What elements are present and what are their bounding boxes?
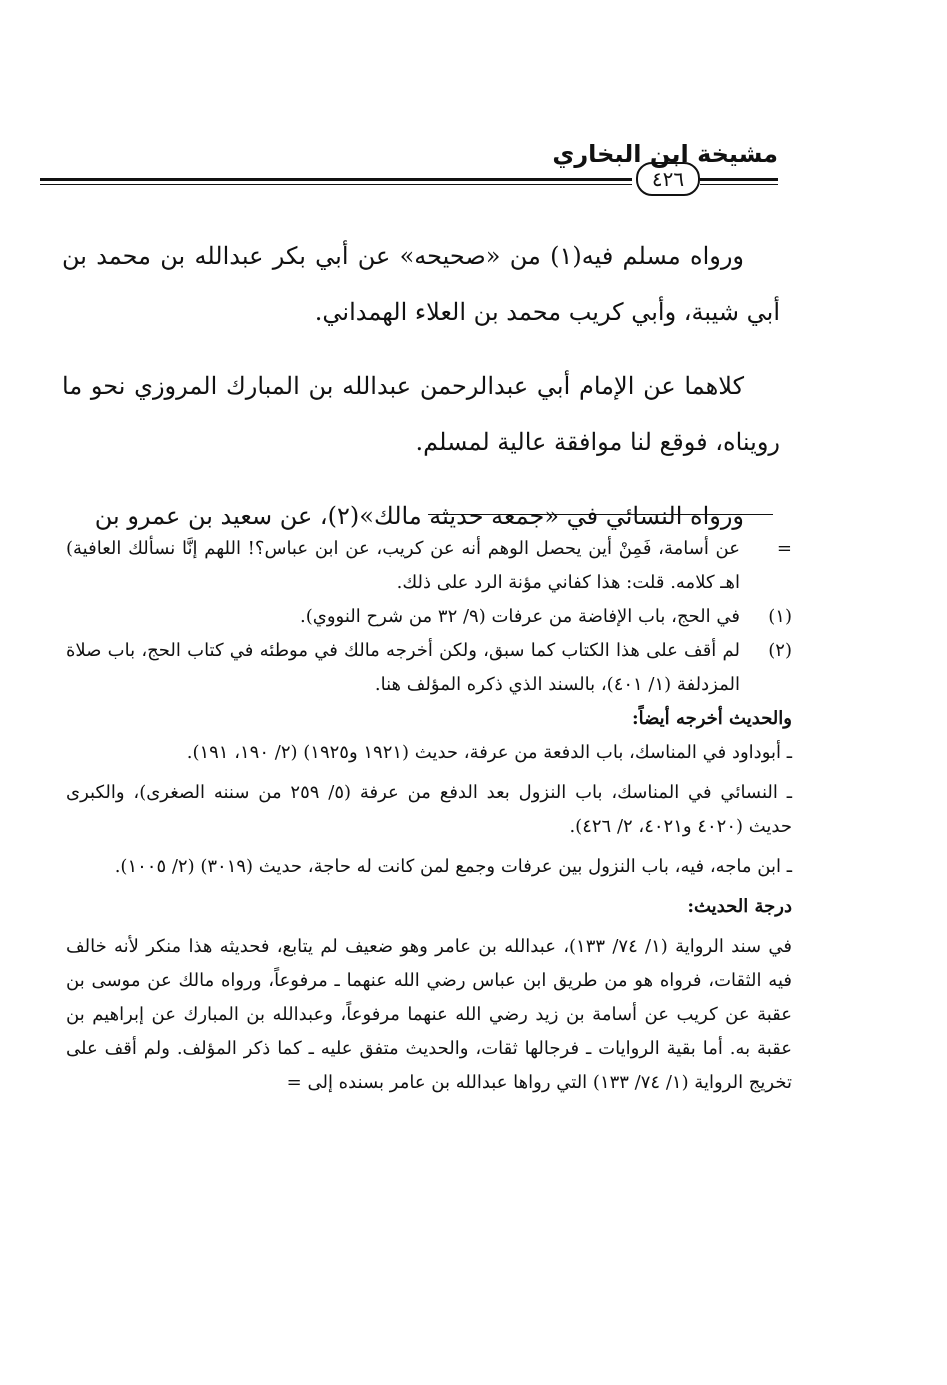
takhrij-abudawud: ـ أبوداود في المناسك، باب الدفعة من عرفة، حديث (١٩٢١ و١٩٢٥) (٢/ ١٩٠، ١٩١). [186, 742, 792, 763]
paragraph-muslim: ورواه مسلم فيه(١) من «صحيحه» عن أبي بكر عبدالله بن محمد بن أبي شيبة، وأبي كريب محمد بن العلاء الهمداني. [62, 242, 780, 326]
book-title: مشيخة ابن البخاري [552, 140, 778, 168]
footnote-2-marker: (٢) [768, 640, 792, 661]
header-rule-left [40, 178, 632, 181]
paragraph-nasai: ورواه النسائي في «جمعه حديثه مالك»(٢)، عن سعيد بن عمرو بن [94, 502, 744, 530]
page-number: ٤٢٦ [636, 162, 700, 196]
takhrij-ibnmajah: ـ ابن ماجه، فيه، باب النزول بين عرفات وجمع لمن كانت له حاجة، حديث (٣٠١٩) (٢/ ١٠٠٥). [114, 856, 792, 877]
continuation-marker: = [776, 538, 792, 559]
footnote-1 [66, 600, 792, 634]
grade-text: في سند الرواية (١/ ٧٤/ ١٣٣)، عبدالله بن عامر وهو ضعيف لم يتابع، فحديثه هذا منكر لأنه خالف فيه الثقات، فرواه هو من طريق ابن عباس رضي الله عنهما ـ مرفوعاً، ورواه مالك عن موسى بن عقبة عن كريب عن أسامة بن زيد رضي الله عنهما مرفوعاً، وعبدالله بن المبارك عن إبراهيم بن عقبة به. أما بقية الروايات ـ فرجالها ثقات، والحديث متفق عليه ـ كما ذكر المؤلف. ولم أقف على تخريج الرواية (١/ ٧٤/ ١٣٣) التي رواها عبدالله بن عامر بسنده إلى = [66, 936, 793, 1093]
main-text [62, 228, 780, 544]
footnote-2 [66, 634, 792, 702]
takhrij-nasai: ـ النسائي في المناسك، باب النزول بعد الدفع من عرفة (٥/ ٢٥٩ من سننه الصغرى)، والكبرى حديث (٤٠٢٠ و٤٠٢١، ٢/ ٤٢٦). [66, 782, 792, 837]
footnote-continuation [66, 532, 792, 600]
footnote-separator [428, 514, 773, 515]
grade-heading: درجة الحديث: [687, 896, 792, 917]
paragraph-both: كلاهما عن الإمام أبي عبدالرحمن عبدالله بن المبارك المروزي نحو ما رويناه، فوقع لنا موافقة عالية لمسلم. [62, 372, 780, 456]
footnote-1-text: في الحج، باب الإفاضة من عرفات (٩/ ٣٢ من شرح النووي). [300, 606, 740, 627]
footnote-1-marker: (١) [768, 606, 792, 627]
continuation-text: عن أسامة، فَمِنْ أين يحصل الوهم أنه عن كريب، عن ابن عباس؟! اللهم إنَّا نسألك العافية) اهـ كلامه. قلت: هذا كفاني مؤنة الرد على ذلك. [66, 538, 740, 593]
footnote-2-text: لم أقف على هذا الكتاب كما سبق، ولكن أخرجه مالك في موطئه في كتاب الحج، باب صلاة المزدلفة (١/ ٤٠١)، بالسند الذي ذكره المؤلف هنا. [66, 640, 740, 695]
page-header [40, 140, 778, 190]
header-rule-right [700, 178, 778, 181]
footnotes [66, 532, 792, 1100]
also-heading: والحديث أخرجه أيضاً: [631, 708, 792, 729]
